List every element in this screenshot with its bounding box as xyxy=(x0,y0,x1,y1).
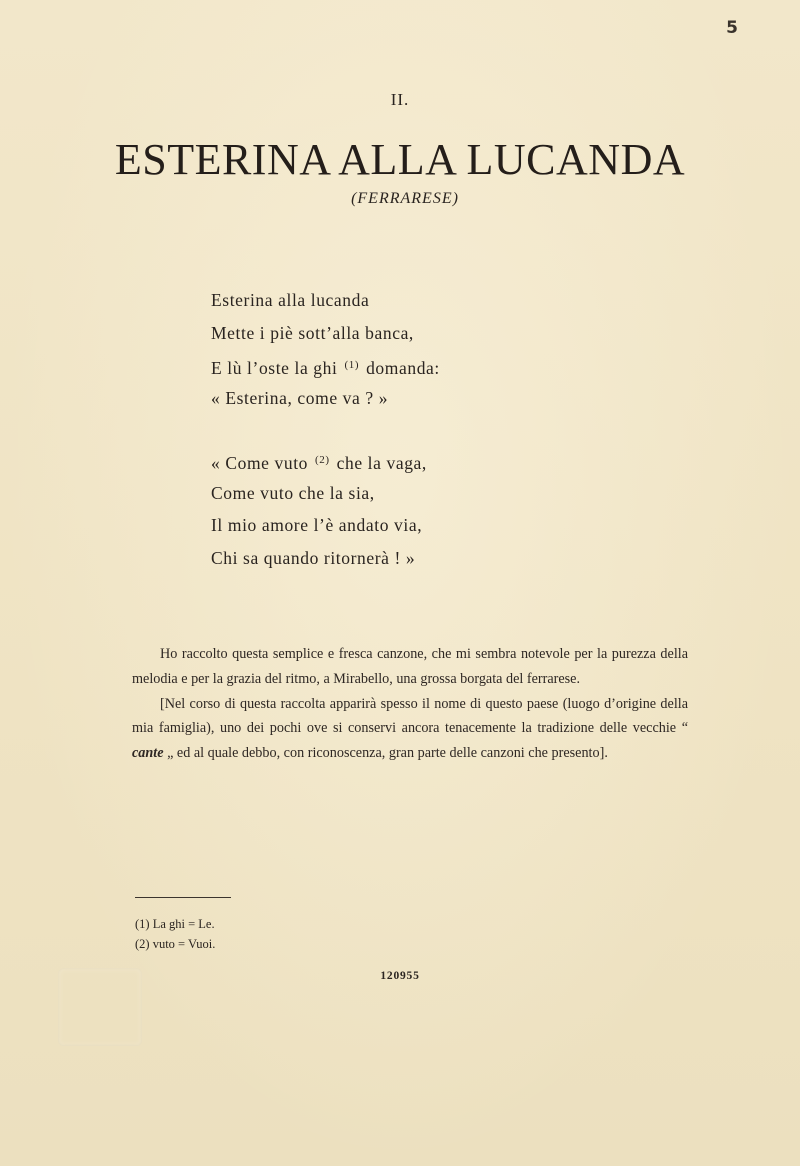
footnote-marker: (2) xyxy=(135,937,150,951)
commentary-paragraph: Ho raccolto questa semplice e fresca canzone, che mi sembra notevole per la purezza della melodia e per la grazia del ritmo, a Mirabello, una grossa borgata del ferrarese. xyxy=(132,646,688,687)
verse-line: Come vuto che la sia, xyxy=(211,482,375,503)
footnote-1 xyxy=(135,914,215,934)
verse-line: Esterina alla lucanda xyxy=(211,290,370,310)
verse-text: « Come vuto xyxy=(211,453,313,473)
verse-text: che la vaga, xyxy=(331,453,427,473)
verse-text: domanda: xyxy=(361,358,440,379)
footnote-divider xyxy=(135,897,231,898)
commentary xyxy=(132,642,688,766)
stanza-2 xyxy=(211,449,427,580)
page-number: 5 xyxy=(726,18,738,38)
commentary-paragraph xyxy=(132,692,688,766)
commentary-text: [Nel corso di questa raccolta apparirà spesso il nome di questo paese (luogo d’origine della mia famiglia), uno dei pochi ove si conservi ancora tenacemente la tradizione delle vecchie “ xyxy=(132,695,688,737)
footnote-reference-1: (1) xyxy=(344,359,360,372)
footnote-text: La ghi = Le. xyxy=(152,917,215,931)
section-numeral: II. xyxy=(390,90,410,109)
footnote-2 xyxy=(135,934,215,954)
verse-line: Chi sa quando ritornerà ! » xyxy=(211,548,416,569)
verse-line: Mette i piè sott’alla banca, xyxy=(211,322,414,343)
verse-line xyxy=(211,449,427,482)
blind-stamp xyxy=(58,968,142,1046)
verse-line: « Esterina, come va ? » xyxy=(211,388,389,409)
song-title: ESTERINA ALLA LUCANDA xyxy=(114,135,686,184)
song-subtitle: (FERRARESE) xyxy=(351,190,459,207)
verse-line: Il mio amore l’è andato via, xyxy=(211,515,423,536)
plate-number: 120955 xyxy=(380,970,420,982)
footnote-marker: (1) xyxy=(135,917,150,931)
footnote-text: vuto = Vuoi. xyxy=(152,937,216,951)
footnote-reference-2: (2) xyxy=(315,454,330,466)
commentary-emphasis: cante xyxy=(132,745,164,762)
commentary-text: „ ed al quale debbo, con riconoscenza, gran parte delle canzoni che presento]. xyxy=(163,745,608,762)
footnotes xyxy=(135,914,215,954)
stanza-1 xyxy=(211,289,440,420)
verse-line xyxy=(211,354,440,387)
verse-text: E lù l’oste la ghi xyxy=(211,358,343,379)
